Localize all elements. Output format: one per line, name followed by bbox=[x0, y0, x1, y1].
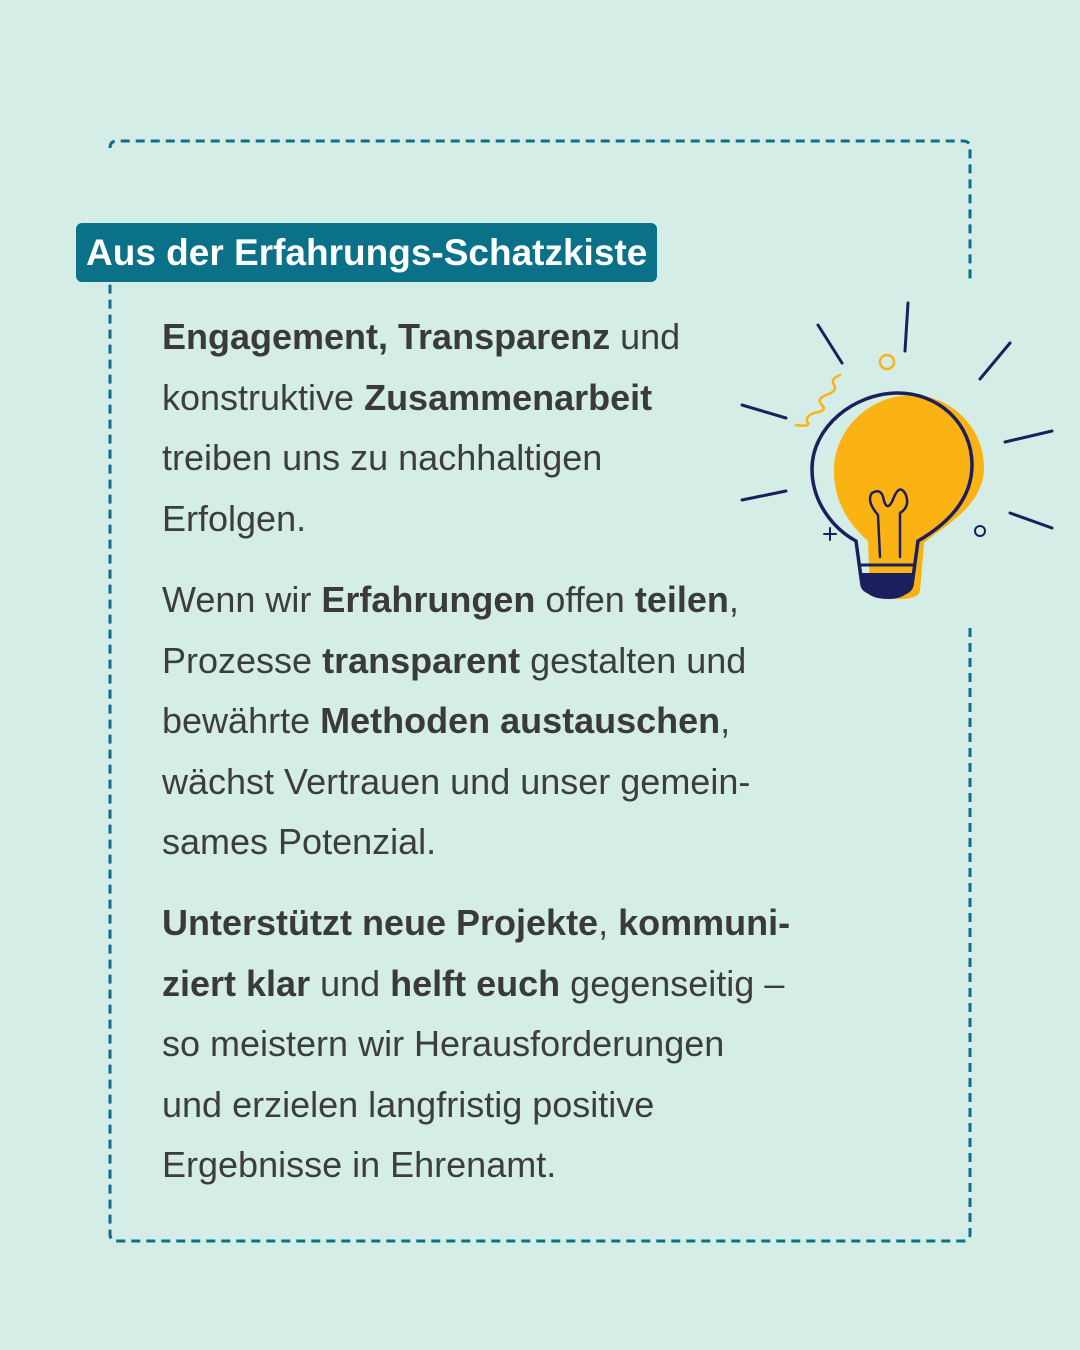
section-title-badge bbox=[76, 223, 657, 282]
text-segment: Wenn wir bbox=[162, 579, 322, 620]
text-segment: konstruktive bbox=[162, 376, 365, 418]
text-segment: so meistern wir Herausforderungen bbox=[162, 1023, 725, 1064]
text-segment: , bbox=[720, 700, 731, 741]
text-segment: gegenseitig – bbox=[560, 962, 785, 1004]
text-line bbox=[162, 752, 750, 813]
lightbulb-icon bbox=[730, 295, 1070, 615]
bold-text: Zusammenarbeit bbox=[364, 376, 653, 418]
text-line bbox=[162, 631, 750, 692]
bold-text: transparent bbox=[322, 639, 521, 681]
section-title: Aus der Erfahrungs-Schatzkiste bbox=[86, 232, 648, 273]
text-line bbox=[162, 1135, 790, 1196]
paragraph-2 bbox=[162, 570, 750, 873]
text-segment: Prozesse bbox=[162, 639, 323, 681]
bold-text: Methoden austauschen bbox=[320, 700, 721, 741]
paragraph-1 bbox=[162, 307, 680, 549]
text-segment: sames Potenzial. bbox=[162, 821, 437, 862]
text-line bbox=[162, 893, 790, 954]
bold-text: helft euch bbox=[390, 962, 561, 1004]
text-line bbox=[162, 1075, 790, 1136]
text-segment: Erfolgen. bbox=[162, 497, 307, 539]
bold-text: kommuni- bbox=[618, 902, 791, 943]
text-segment: bewährte bbox=[162, 700, 321, 741]
text-line bbox=[162, 489, 680, 550]
text-segment: und bbox=[610, 316, 681, 357]
text-segment: gestalten und bbox=[520, 639, 747, 681]
text-line bbox=[162, 368, 680, 429]
text-line bbox=[162, 954, 790, 1015]
text-segment: und bbox=[310, 962, 391, 1004]
text-segment: Ergebnisse in Ehrenamt. bbox=[162, 1144, 557, 1185]
text-segment: offen bbox=[535, 579, 635, 620]
bold-text: Unterstützt neue Projekte bbox=[162, 902, 599, 943]
text-line bbox=[162, 307, 680, 368]
text-line bbox=[162, 691, 750, 752]
text-segment: , bbox=[728, 579, 739, 620]
bold-text: ziert klar bbox=[162, 962, 311, 1004]
text-segment: , bbox=[598, 902, 619, 943]
text-segment: wächst Vertrauen und unser gemein- bbox=[162, 760, 751, 802]
bold-text: teilen bbox=[634, 579, 729, 620]
text-line bbox=[162, 570, 750, 631]
text-segment: treiben uns zu nachhaltigen bbox=[162, 437, 603, 478]
paragraph-3 bbox=[162, 893, 790, 1196]
text-line bbox=[162, 812, 750, 873]
bold-text: Erfahrungen bbox=[321, 579, 536, 620]
text-line bbox=[162, 1014, 790, 1075]
bold-text: Engagement, Transparenz bbox=[162, 316, 611, 357]
text-segment: und erzielen langfristig positive bbox=[162, 1083, 655, 1125]
text-line bbox=[162, 428, 680, 489]
